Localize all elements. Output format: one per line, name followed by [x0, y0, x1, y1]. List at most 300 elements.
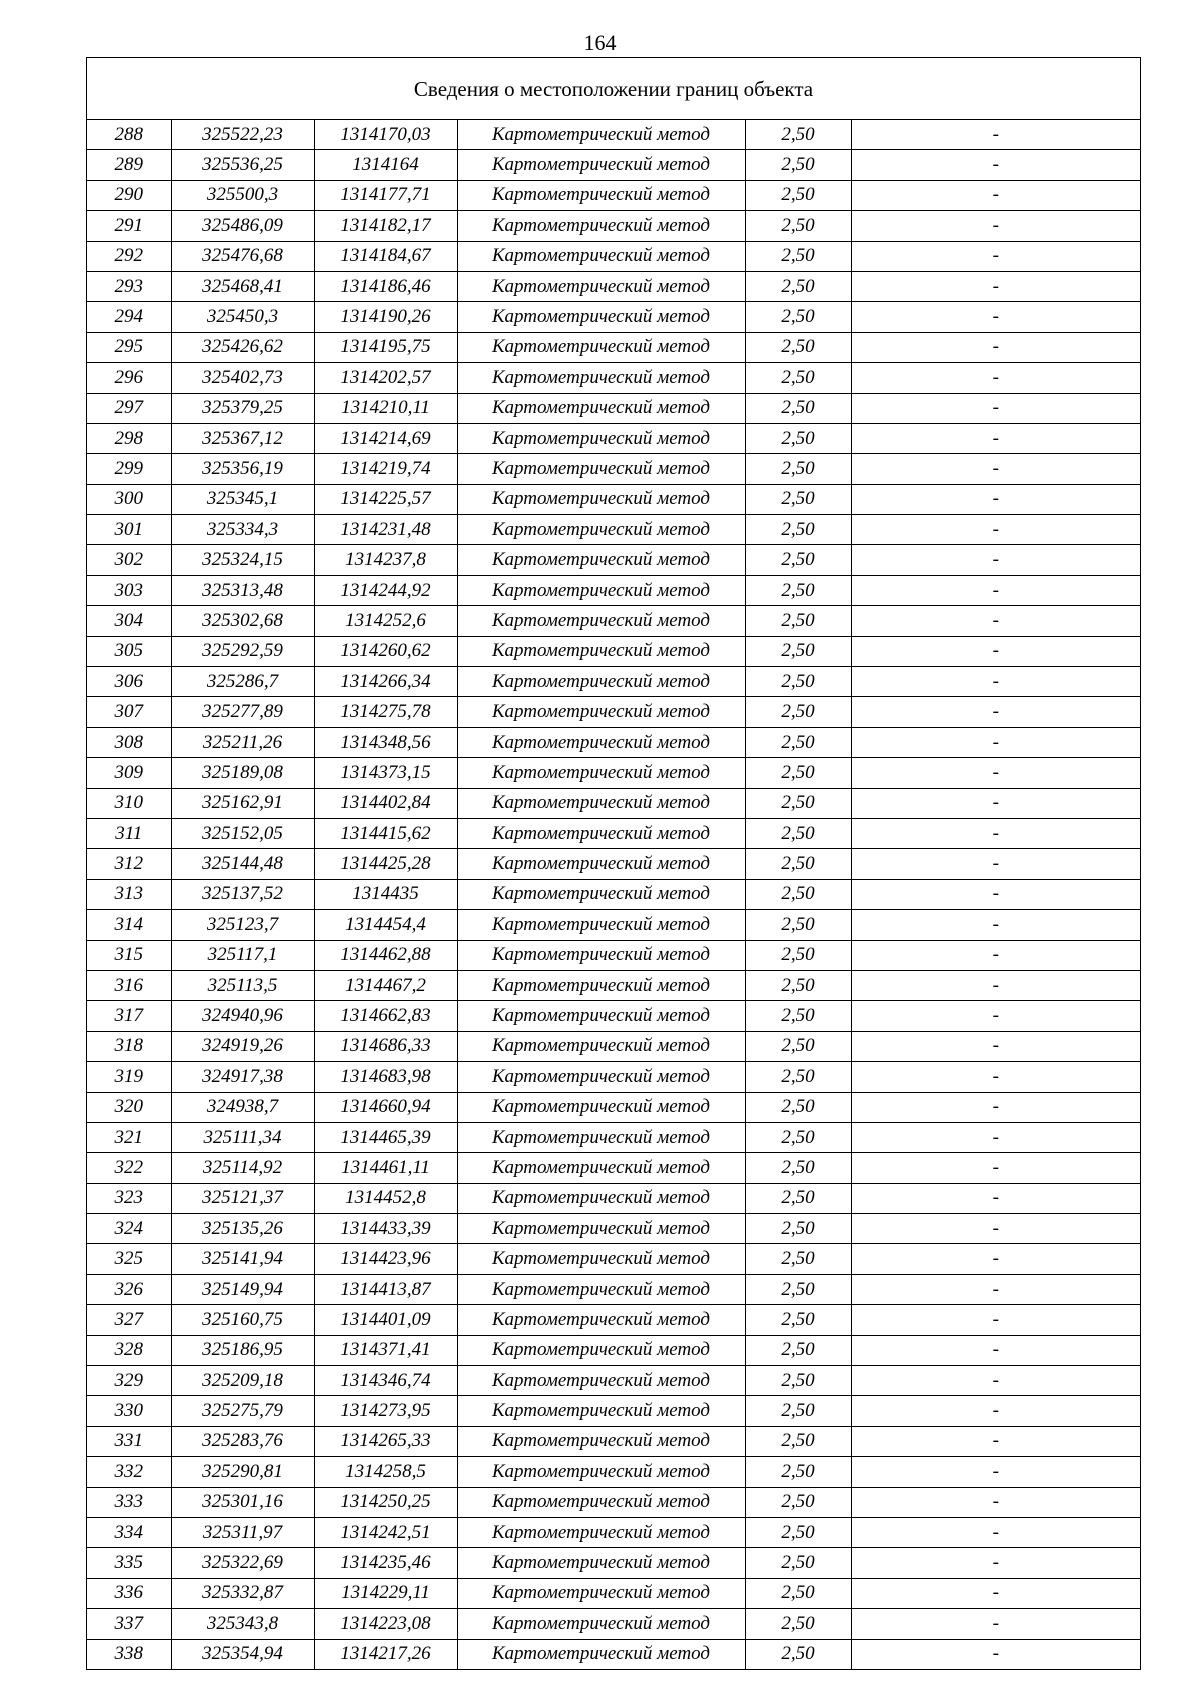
table-row [87, 120, 1140, 150]
table-row [87, 1609, 1140, 1639]
method-cell: Картометрический метод [457, 1092, 745, 1122]
accuracy-cell: 2,50 [745, 1366, 851, 1396]
accuracy-cell: 2,50 [745, 1153, 851, 1183]
point-number-cell: 304 [87, 606, 171, 636]
table-row [87, 484, 1140, 514]
point-number-cell: 294 [87, 302, 171, 332]
description-cell: - [851, 1609, 1140, 1639]
table-row [87, 332, 1140, 362]
description-cell: - [851, 788, 1140, 818]
coordinate-y-cell: 1314182,17 [314, 211, 457, 241]
coordinate-x-cell: 324940,96 [171, 1001, 314, 1031]
table-row [87, 970, 1140, 1000]
description-cell: - [851, 1426, 1140, 1456]
point-number-cell: 329 [87, 1366, 171, 1396]
description-cell: - [851, 727, 1140, 757]
method-cell: Картометрический метод [457, 1396, 745, 1426]
coordinate-y-cell: 1314465,39 [314, 1122, 457, 1152]
accuracy-cell: 2,50 [745, 545, 851, 575]
accuracy-cell: 2,50 [745, 667, 851, 697]
coordinate-x-cell: 324919,26 [171, 1031, 314, 1061]
accuracy-cell: 2,50 [745, 454, 851, 484]
coordinate-x-cell: 325402,73 [171, 363, 314, 393]
coordinate-x-cell: 325121,37 [171, 1183, 314, 1213]
coordinate-y-cell: 1314425,28 [314, 849, 457, 879]
point-number-cell: 316 [87, 970, 171, 1000]
point-number-cell: 298 [87, 423, 171, 453]
description-cell: - [851, 1001, 1140, 1031]
coordinate-y-cell: 1314235,46 [314, 1548, 457, 1578]
coordinate-y-cell: 1314265,33 [314, 1426, 457, 1456]
accuracy-cell: 2,50 [745, 1183, 851, 1213]
coordinate-x-cell: 325123,7 [171, 910, 314, 940]
point-number-cell: 336 [87, 1578, 171, 1608]
accuracy-cell: 2,50 [745, 1335, 851, 1365]
table-row [87, 1214, 1140, 1244]
point-number-cell: 314 [87, 910, 171, 940]
method-cell: Картометрический метод [457, 575, 745, 605]
accuracy-cell: 2,50 [745, 1092, 851, 1122]
coordinate-x-cell: 325113,5 [171, 970, 314, 1000]
coordinate-x-cell: 325486,09 [171, 211, 314, 241]
accuracy-cell: 2,50 [745, 120, 851, 150]
accuracy-cell: 2,50 [745, 940, 851, 970]
method-cell: Картометрический метод [457, 393, 745, 423]
description-cell: - [851, 910, 1140, 940]
point-number-cell: 292 [87, 241, 171, 271]
coordinate-x-cell: 325476,68 [171, 241, 314, 271]
table-body [87, 120, 1140, 1669]
description-cell: - [851, 697, 1140, 727]
method-cell: Картометрический метод [457, 1335, 745, 1365]
accuracy-cell: 2,50 [745, 1305, 851, 1335]
description-cell: - [851, 1578, 1140, 1608]
coordinate-y-cell: 1314244,92 [314, 575, 457, 605]
point-number-cell: 330 [87, 1396, 171, 1426]
coordinate-y-cell: 1314273,95 [314, 1396, 457, 1426]
table-row [87, 423, 1140, 453]
description-cell: - [851, 667, 1140, 697]
coordinate-y-cell: 1314348,56 [314, 727, 457, 757]
description-cell: - [851, 1396, 1140, 1426]
point-number-cell: 293 [87, 271, 171, 301]
method-cell: Картометрический метод [457, 1214, 745, 1244]
table-row [87, 1062, 1140, 1092]
accuracy-cell: 2,50 [745, 910, 851, 940]
description-cell: - [851, 363, 1140, 393]
description-cell: - [851, 970, 1140, 1000]
method-cell: Картометрический метод [457, 636, 745, 666]
method-cell: Картометрический метод [457, 180, 745, 210]
method-cell: Картометрический метод [457, 818, 745, 848]
table-row [87, 1487, 1140, 1517]
method-cell: Картометрический метод [457, 758, 745, 788]
point-number-cell: 307 [87, 697, 171, 727]
point-number-cell: 290 [87, 180, 171, 210]
method-cell: Картометрический метод [457, 1122, 745, 1152]
point-number-cell: 315 [87, 940, 171, 970]
description-cell: - [851, 1214, 1140, 1244]
table-row [87, 879, 1140, 909]
coordinate-x-cell: 324938,7 [171, 1092, 314, 1122]
point-number-cell: 321 [87, 1122, 171, 1152]
method-cell: Картометрический метод [457, 1457, 745, 1487]
coordinate-y-cell: 1314686,33 [314, 1031, 457, 1061]
point-number-cell: 295 [87, 332, 171, 362]
coordinate-x-cell: 325277,89 [171, 697, 314, 727]
method-cell: Картометрический метод [457, 1183, 745, 1213]
coordinate-x-cell: 325152,05 [171, 818, 314, 848]
method-cell: Картометрический метод [457, 150, 745, 180]
coordinate-y-cell: 1314217,26 [314, 1639, 457, 1669]
point-number-cell: 328 [87, 1335, 171, 1365]
description-cell: - [851, 1274, 1140, 1304]
method-cell: Картометрический метод [457, 970, 745, 1000]
table-row [87, 1122, 1140, 1152]
coordinate-x-cell: 325311,97 [171, 1517, 314, 1547]
method-cell: Картометрический метод [457, 1305, 745, 1335]
table-row [87, 1426, 1140, 1456]
accuracy-cell: 2,50 [745, 636, 851, 666]
point-number-cell: 291 [87, 211, 171, 241]
accuracy-cell: 2,50 [745, 1396, 851, 1426]
accuracy-cell: 2,50 [745, 818, 851, 848]
coordinate-y-cell: 1314462,88 [314, 940, 457, 970]
coordinate-x-cell: 325343,8 [171, 1609, 314, 1639]
point-number-cell: 335 [87, 1548, 171, 1578]
coordinate-x-cell: 325160,75 [171, 1305, 314, 1335]
table-row [87, 1183, 1140, 1213]
coordinate-y-cell: 1314170,03 [314, 120, 457, 150]
coordinate-y-cell: 1314225,57 [314, 484, 457, 514]
coordinate-x-cell: 325332,87 [171, 1578, 314, 1608]
coordinate-y-cell: 1314195,75 [314, 332, 457, 362]
accuracy-cell: 2,50 [745, 1122, 851, 1152]
description-cell: - [851, 454, 1140, 484]
method-cell: Картометрический метод [457, 423, 745, 453]
accuracy-cell: 2,50 [745, 575, 851, 605]
method-cell: Картометрический метод [457, 1517, 745, 1547]
coordinate-x-cell: 325275,79 [171, 1396, 314, 1426]
table-row [87, 1305, 1140, 1335]
description-cell: - [851, 241, 1140, 271]
accuracy-cell: 2,50 [745, 1639, 851, 1669]
coordinate-y-cell: 1314660,94 [314, 1092, 457, 1122]
coordinate-x-cell: 325500,3 [171, 180, 314, 210]
coordinate-y-cell: 1314164 [314, 150, 457, 180]
description-cell: - [851, 1122, 1140, 1152]
method-cell: Картометрический метод [457, 1548, 745, 1578]
coordinate-y-cell: 1314214,69 [314, 423, 457, 453]
accuracy-cell: 2,50 [745, 1548, 851, 1578]
coordinate-y-cell: 1314402,84 [314, 788, 457, 818]
coordinate-x-cell: 325292,59 [171, 636, 314, 666]
accuracy-cell: 2,50 [745, 727, 851, 757]
accuracy-cell: 2,50 [745, 423, 851, 453]
coordinate-y-cell: 1314237,8 [314, 545, 457, 575]
coordinate-y-cell: 1314184,67 [314, 241, 457, 271]
table-row [87, 1001, 1140, 1031]
method-cell: Картометрический метод [457, 302, 745, 332]
point-number-cell: 318 [87, 1031, 171, 1061]
coordinate-x-cell: 325209,18 [171, 1366, 314, 1396]
description-cell: - [851, 1487, 1140, 1517]
table-row [87, 1457, 1140, 1487]
description-cell: - [851, 484, 1140, 514]
description-cell: - [851, 545, 1140, 575]
description-cell: - [851, 211, 1140, 241]
coordinate-x-cell: 325301,16 [171, 1487, 314, 1517]
point-number-cell: 306 [87, 667, 171, 697]
description-cell: - [851, 332, 1140, 362]
point-number-cell: 327 [87, 1305, 171, 1335]
point-number-cell: 299 [87, 454, 171, 484]
coordinate-x-cell: 325137,52 [171, 879, 314, 909]
description-cell: - [992, 1643, 999, 1665]
table-title: Сведения о местоположении границ объекта [87, 58, 1140, 120]
coordinate-x-cell: 325356,19 [171, 454, 314, 484]
coordinate-x-cell: 325468,41 [171, 271, 314, 301]
method-cell: Картометрический метод [457, 241, 745, 271]
coordinate-x-cell: 325162,91 [171, 788, 314, 818]
point-number-cell: 288 [87, 120, 171, 150]
description-cell: - [851, 575, 1140, 605]
accuracy-cell: 2,50 [745, 332, 851, 362]
accuracy-cell: 2,50 [745, 1426, 851, 1456]
description-cell: - [851, 180, 1140, 210]
point-number-cell: 323 [87, 1183, 171, 1213]
table-row [87, 454, 1140, 484]
coordinate-y-cell: 1314373,15 [314, 758, 457, 788]
coordinate-y-cell: 1314346,74 [314, 1366, 457, 1396]
table-row [87, 1274, 1140, 1304]
table-row [87, 575, 1140, 605]
description-cell: - [851, 758, 1140, 788]
accuracy-cell: 2,50 [745, 271, 851, 301]
accuracy-cell: 2,50 [745, 879, 851, 909]
accuracy-cell: 2,50 [745, 606, 851, 636]
method-cell: Картометрический метод [457, 1031, 745, 1061]
coordinate-y-cell: 1314258,5 [314, 1457, 457, 1487]
accuracy-cell: 2,50 [745, 697, 851, 727]
table-row [87, 667, 1140, 697]
table-row [87, 849, 1140, 879]
coordinate-x-cell: 325135,26 [171, 1214, 314, 1244]
method-cell: Картометрический метод [457, 1366, 745, 1396]
coordinate-x-cell: 325186,95 [171, 1335, 314, 1365]
coordinate-y-cell: 1314250,25 [314, 1487, 457, 1517]
coordinate-x-cell: 325354,94 [171, 1639, 314, 1669]
coordinate-y-cell: 1314252,6 [314, 606, 457, 636]
description-cell: - [851, 1183, 1140, 1213]
point-number-cell: 311 [87, 818, 171, 848]
description-cell: - [851, 515, 1140, 545]
accuracy-cell: 2,50 [745, 180, 851, 210]
coordinate-y-cell: 1314683,98 [314, 1062, 457, 1092]
description-cell: - [851, 120, 1140, 150]
description-cell: - [851, 636, 1140, 666]
method-cell: Картометрический метод [457, 271, 745, 301]
description-cell: - [851, 393, 1140, 423]
point-number-cell: 313 [87, 879, 171, 909]
description-cell: - [851, 1517, 1140, 1547]
description-cell: - [851, 818, 1140, 848]
table-row [87, 393, 1140, 423]
point-number-cell: 325 [87, 1244, 171, 1274]
method-cell: Картометрический метод [457, 1426, 745, 1456]
table-row [87, 1092, 1140, 1122]
point-number-cell: 303 [87, 575, 171, 605]
table-row [87, 211, 1140, 241]
accuracy-cell: 2,50 [745, 515, 851, 545]
coordinate-y-cell: 1314452,8 [314, 1183, 457, 1213]
point-number-cell: 317 [87, 1001, 171, 1031]
coordinate-x-cell: 325450,3 [171, 302, 314, 332]
coordinate-y-cell: 1314413,87 [314, 1274, 457, 1304]
accuracy-cell: 2,50 [745, 302, 851, 332]
table-row [87, 1153, 1140, 1183]
table-row [87, 606, 1140, 636]
coordinate-x-cell: 325111,34 [171, 1122, 314, 1152]
accuracy-cell: 2,50 [745, 849, 851, 879]
coordinate-y-cell: 1314467,2 [314, 970, 457, 1000]
description-cell: - [851, 302, 1140, 332]
method-cell: Картометрический метод [457, 515, 745, 545]
point-number-cell: 332 [87, 1457, 171, 1487]
coordinate-y-cell: 1314186,46 [314, 271, 457, 301]
coordinate-x-cell: 325149,94 [171, 1274, 314, 1304]
table-row [87, 910, 1140, 940]
coordinate-y-cell: 1314415,62 [314, 818, 457, 848]
point-number-cell: 301 [87, 515, 171, 545]
table-row [87, 818, 1140, 848]
description-cell: - [851, 849, 1140, 879]
table-row [87, 1548, 1140, 1578]
table-row [87, 1366, 1140, 1396]
coordinate-y-cell: 1314223,08 [314, 1609, 457, 1639]
description-cell: - [851, 1366, 1140, 1396]
point-number-cell: 312 [87, 849, 171, 879]
description-cell: - [851, 271, 1140, 301]
coordinate-y-cell: 1314177,71 [314, 180, 457, 210]
description-cell: - [851, 1457, 1140, 1487]
point-number-cell: 322 [87, 1153, 171, 1183]
description-cell: - [851, 423, 1140, 453]
accuracy-cell: 2,50 [745, 1031, 851, 1061]
description-cell: - [851, 1244, 1140, 1274]
point-number-cell: 305 [87, 636, 171, 666]
description-cell: - [851, 1062, 1140, 1092]
description-cell: - [851, 1153, 1140, 1183]
coordinate-x-cell: 325144,48 [171, 849, 314, 879]
page-number: 164 [583, 30, 617, 55]
method-cell: Картометрический метод [457, 940, 745, 970]
point-number-cell: 300 [87, 484, 171, 514]
accuracy-cell: 2,50 [745, 1578, 851, 1608]
accuracy-cell: 2,50 [745, 758, 851, 788]
description-cell: - [851, 1305, 1140, 1335]
table-row [87, 150, 1140, 180]
method-cell: Картометрический метод [457, 1062, 745, 1092]
table-row [87, 302, 1140, 332]
accuracy-cell: 2,50 [745, 1274, 851, 1304]
coordinate-x-cell: 325189,08 [171, 758, 314, 788]
accuracy-cell: 2,50 [745, 788, 851, 818]
coordinate-x-cell: 325379,25 [171, 393, 314, 423]
accuracy-cell: 2,50 [745, 1062, 851, 1092]
coordinate-y-cell: 1314190,26 [314, 302, 457, 332]
table-row [87, 1396, 1140, 1426]
method-cell: Картометрический метод [457, 1487, 745, 1517]
method-cell: Картометрический метод [457, 211, 745, 241]
point-number-cell: 326 [87, 1274, 171, 1304]
coordinate-x-cell: 325313,48 [171, 575, 314, 605]
accuracy-cell: 2,50 [745, 1487, 851, 1517]
method-cell: Картометрический метод [457, 667, 745, 697]
method-cell: Картометрический метод [457, 545, 745, 575]
point-number-cell: 320 [87, 1092, 171, 1122]
accuracy-cell: 2,50 [745, 1517, 851, 1547]
method-cell: Картометрический метод [457, 120, 745, 150]
coordinate-y-cell: 1314371,41 [314, 1335, 457, 1365]
coordinate-x-cell: 325324,15 [171, 545, 314, 575]
description-cell: - [851, 1031, 1140, 1061]
point-number-cell: 334 [87, 1517, 171, 1547]
coordinate-x-cell: 325302,68 [171, 606, 314, 636]
method-cell: Картометрический метод [457, 727, 745, 757]
accuracy-cell: 2,50 [745, 393, 851, 423]
point-number-cell: 338 [87, 1639, 171, 1669]
method-cell: Картометрический метод [457, 1001, 745, 1031]
coordinate-y-cell: 1314435 [314, 879, 457, 909]
coordinate-x-cell: 325283,76 [171, 1426, 314, 1456]
coordinate-y-cell: 1314433,39 [314, 1214, 457, 1244]
table-row [87, 241, 1140, 271]
method-cell: Картометрический метод [457, 849, 745, 879]
table-row [87, 1031, 1140, 1061]
coordinate-x-cell: 325211,26 [171, 727, 314, 757]
accuracy-cell: 2,50 [745, 363, 851, 393]
point-number-cell: 319 [87, 1062, 171, 1092]
coordinate-x-cell: 325114,92 [171, 1153, 314, 1183]
table-row [87, 788, 1140, 818]
accuracy-cell: 2,50 [745, 150, 851, 180]
description-cell: - [851, 1548, 1140, 1578]
coordinate-x-cell: 325290,81 [171, 1457, 314, 1487]
method-cell: Картометрический метод [457, 1153, 745, 1183]
method-cell: Картометрический метод [457, 332, 745, 362]
method-cell: Картометрический метод [457, 1639, 745, 1669]
coordinate-y-cell: 1314662,83 [314, 1001, 457, 1031]
point-number-cell: 310 [87, 788, 171, 818]
coordinate-y-cell: 1314202,57 [314, 363, 457, 393]
description-cell: - [851, 606, 1140, 636]
coordinate-y-cell: 1314275,78 [314, 697, 457, 727]
coordinate-y-cell: 1314423,96 [314, 1244, 457, 1274]
table-row [87, 727, 1140, 757]
boundary-table [86, 57, 1141, 1670]
point-number-cell: 296 [87, 363, 171, 393]
method-cell: Картометрический метод [457, 454, 745, 484]
description-cell: - [851, 1092, 1140, 1122]
method-cell: Картометрический метод [457, 697, 745, 727]
accuracy-cell: 2,50 [745, 211, 851, 241]
method-cell: Картометрический метод [457, 1274, 745, 1304]
method-cell: Картометрический метод [457, 484, 745, 514]
description-cell: - [851, 150, 1140, 180]
method-cell: Картометрический метод [457, 879, 745, 909]
point-number-cell: 324 [87, 1214, 171, 1244]
